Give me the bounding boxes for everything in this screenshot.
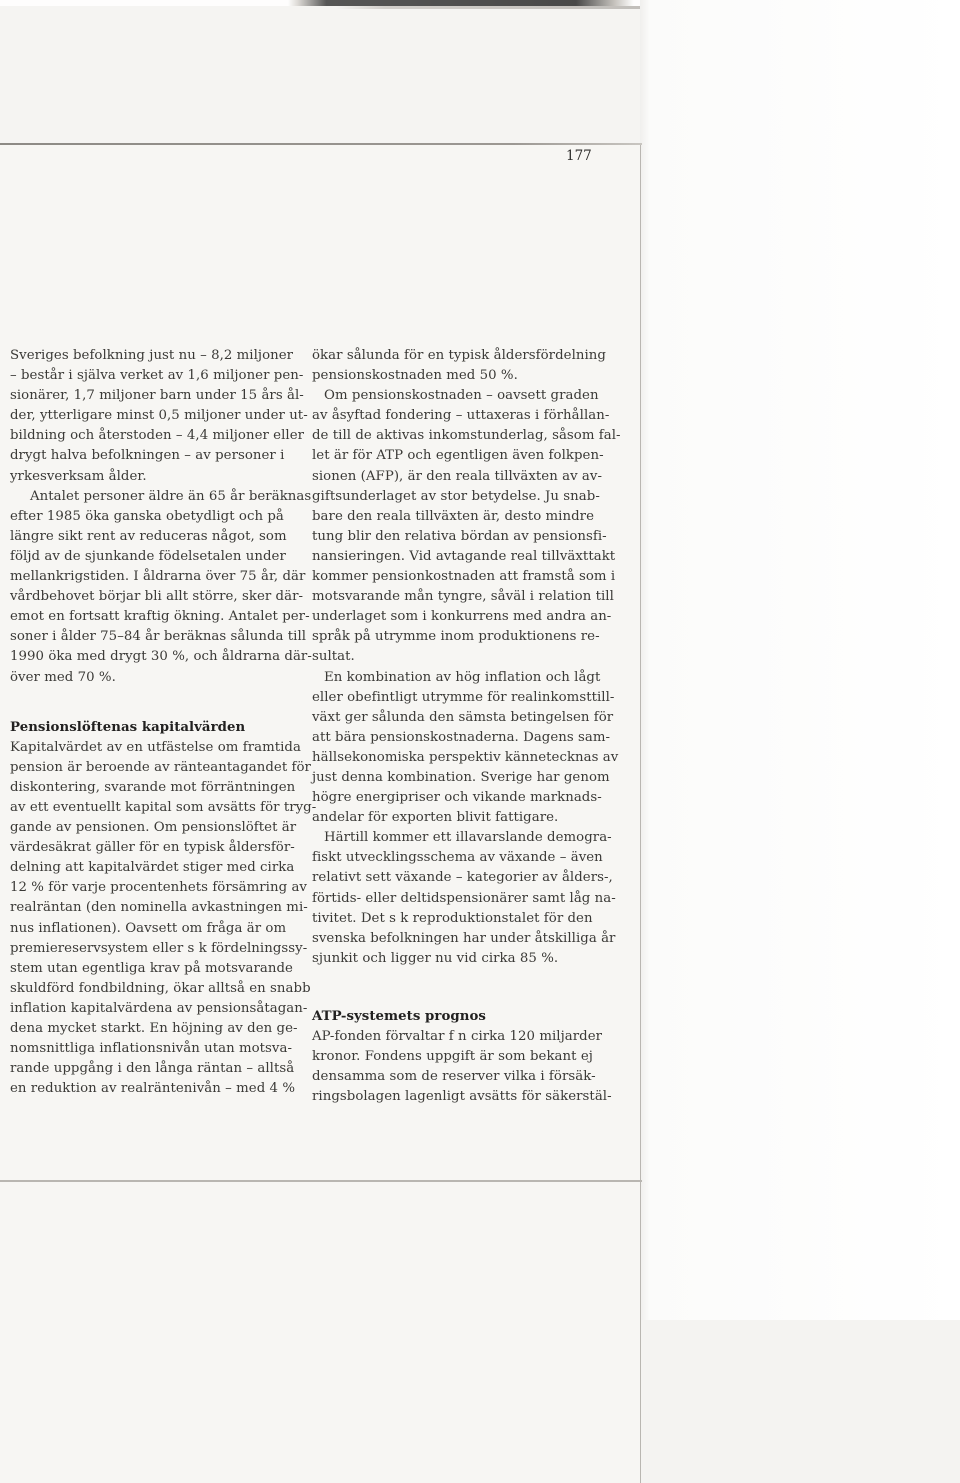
text-line: Härtill kommer ett illavarslande demogra-	[324, 830, 612, 846]
right-paragraph-3	[312, 668, 621, 829]
text-line: dena mycket starkt. En höjning av den ge-	[10, 1021, 298, 1036]
left-paragraph-3	[10, 738, 316, 1100]
text-line: bildning och återstoden – 4,4 miljoner eller	[10, 428, 305, 444]
spacer	[10, 688, 316, 718]
page-number: 177	[566, 148, 592, 164]
text-line: realräntan (den nominella avkastningen mi-	[10, 900, 308, 916]
text-line: kronor. Fondens uppgift är som bekant ej	[312, 1049, 593, 1065]
page-top-border	[0, 143, 642, 145]
text-line: över med 70 %.	[10, 669, 116, 685]
text-line: pensionskostnaden med 50 %.	[312, 368, 518, 384]
text-line: av åsyftad fondering – uttaxeras i förhållan-	[312, 408, 610, 424]
right-paragraph-1	[312, 346, 621, 386]
right-paragraph-2	[312, 386, 621, 667]
right-paragraph-4	[312, 828, 621, 969]
text-line: av ett eventuellt kapital som avsätts för tryg-	[10, 799, 317, 815]
text-line: sultat.	[312, 649, 355, 665]
text-line: andelar för exporten blivit fattigare.	[312, 810, 559, 826]
text-line: soner i ålder 75–84 år beräknas sålunda till	[10, 629, 307, 645]
text-line: växt ger sålunda den sämsta betingelsen för	[312, 709, 614, 725]
text-line: sjunkit och ligger nu vid cirka 85 %.	[312, 950, 559, 966]
text-line: 12 % för varje procentenhets försämring av	[10, 880, 307, 896]
text-line: underlaget som i konkurrens med andra an-	[312, 609, 612, 625]
text-line: eller obefintligt utrymme för realinkomsttill-	[312, 689, 615, 705]
text-line: sionen (AFP), är den reala tillväxten av av-	[312, 468, 602, 484]
text-line: värdesäkrat gäller för en typisk åldersför-	[10, 840, 295, 856]
text-line: högre energipriser och vikande marknads-	[312, 790, 602, 806]
text-line: mellankrigstiden. I åldrarna över 75 år, där	[10, 569, 306, 585]
right-paragraph-5	[312, 1027, 621, 1107]
text-line: emot en fortsatt kraftig ökning. Antalet per-	[10, 609, 310, 625]
text-line: motsvarande mån tyngre, såväl i relation till	[312, 589, 614, 605]
text-line: der, ytterligare minst 0,5 miljoner under ut-	[10, 408, 308, 424]
left-paragraph-1	[10, 346, 316, 487]
text-line: yrkesverksam ålder.	[10, 468, 147, 484]
text-line: nansieringen. Vid avtagande real tillväxttakt	[312, 548, 616, 564]
text-line: delning att kapitalvärdet stiger med cirka	[10, 860, 295, 876]
text-line: en reduktion av realräntenivån – med 4 %	[10, 1081, 295, 1097]
text-line: Kapitalvärdet av en utfästelse om framtida	[10, 739, 301, 755]
text-line: drygt halva befolkningen – av personer i	[10, 448, 285, 464]
text-line: rande uppgång i den långa räntan – alltså	[10, 1061, 295, 1077]
text-line: längre sikt rent av reduceras något, som	[10, 528, 287, 544]
text-line: att bära pensionskostnaderna. Dagens sam-	[312, 729, 611, 745]
text-line: premiereservsystem eller s k fördelningssy-	[10, 940, 308, 956]
text-line: vårdbehovet börjar bli allt större, sker där-	[10, 589, 304, 605]
text-line: kommer pensionkostnaden att framstå som i	[312, 569, 616, 585]
text-line: AP-fonden förvaltar f n cirka 120 miljarder	[312, 1029, 603, 1044]
right-column	[312, 346, 621, 1107]
text-line: nus inflationen). Oavsett om fråga är om	[10, 920, 287, 936]
text-line: diskontering, svarande mot förräntningen	[10, 779, 296, 795]
text-line: svenska befolkningen har under åtskilliga år	[312, 930, 616, 946]
text-line: tivitet. Det s k reproduktionstalet för den	[312, 910, 593, 926]
text-line: giftsunderlaget av stor betydelse. Ju snab-	[312, 488, 600, 504]
text-line: ringsbolagen lagenligt avsätts för säkerstäl-	[312, 1089, 612, 1105]
text-line: densamma som de reserver vilka i försäk-	[312, 1069, 596, 1085]
text-line: Sveriges befolkning just nu – 8,2 miljoner	[10, 348, 294, 363]
text-line: – består i själva verket av 1,6 miljoner pen-	[10, 368, 304, 384]
text-line: språk på utrymme inom produktionens re-	[312, 629, 600, 645]
text-line: ökar sålunda för en typisk åldersfördelning	[312, 348, 606, 363]
page-bottom-border	[0, 1180, 642, 1182]
left-paragraph-2-cont	[10, 507, 316, 688]
text-line: efter 1985 öka ganska obetydligt och på	[10, 508, 284, 524]
left-paragraph-2	[10, 487, 316, 507]
text-line: nomsnittliga inflationsnivån utan motsva-	[10, 1041, 293, 1057]
text-line: de till de aktivas inkomstunderlag, såsom fal-	[312, 428, 621, 444]
text-line: let är för ATP och egentligen även folkpen-	[312, 448, 604, 464]
text-line: gande av pensionen. Om pensionslöftet är	[10, 820, 297, 836]
text-line: Om pensionskostnaden – oavsett graden	[324, 388, 599, 404]
text-line: En kombination av hög inflation och lågt	[324, 669, 601, 685]
text-line: just denna kombination. Sverige har genom	[312, 769, 610, 785]
text-line: 1990 öka med drygt 30 %, och åldrarna där-	[10, 649, 312, 665]
text-line: stem utan egentliga krav på motsvarande	[10, 960, 293, 976]
section-heading: ATP-systemets prognos	[312, 1008, 486, 1024]
text-line: pension är beroende av ränteantagandet för	[10, 759, 311, 775]
text-line: skuldförd fondbildning, ökar alltså en snabb	[10, 980, 311, 996]
text-line: tung blir den relativa bördan av pensionsfi-	[312, 528, 607, 544]
spacer	[312, 969, 621, 1007]
text-line: förtids- eller deltidspensionärer samt låg na-	[312, 890, 616, 906]
text-line: fiskt utvecklingsschema av växande – även	[312, 850, 603, 866]
text-line: hällsekonomiska perspektiv kännetecknas av	[312, 749, 619, 765]
section-heading: Pensionslöftenas kapitalvärden	[10, 719, 246, 735]
text-line: inflation kapitalvärdena av pensionsåtagan-	[10, 1000, 308, 1016]
text-line: följd av de sjunkande födelsetalen under	[10, 548, 286, 564]
scan-right-margin	[640, 0, 960, 1320]
text-line: relativt sett växande – kategorier av ålders-,	[312, 870, 613, 886]
left-column	[10, 346, 316, 1099]
text-line: bare den reala tillväxten är, desto mindre	[312, 508, 594, 524]
text-line: Antalet personer äldre än 65 år beräknas	[30, 488, 312, 504]
text-line: sionärer, 1,7 miljoner barn under 15 års ål-	[10, 388, 304, 404]
